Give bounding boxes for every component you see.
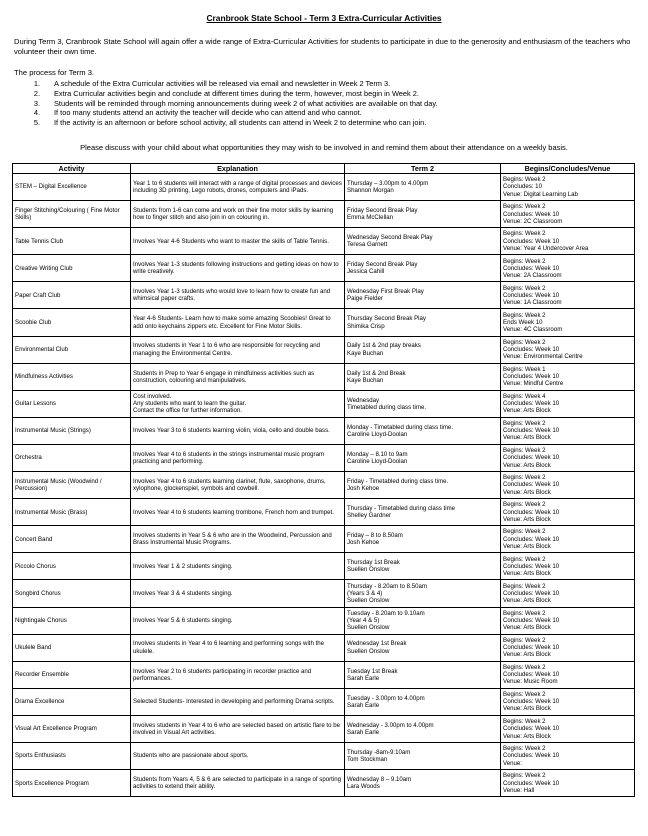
table-row <box>13 417 635 444</box>
explanation-cell: Involves Year 1 & 2 students singing. <box>131 553 345 580</box>
table-row <box>13 742 635 769</box>
step-text: Extra Curricular activities begin and conclude at different times during the term, however, most begin in Week 2. <box>54 89 419 99</box>
term-cell: Thursday – 3.00pm to 4.00pm Shannon Morgan <box>345 174 501 201</box>
venue-cell: Begins: Week 2 Concludes: Week 10 Venue: Arts Block <box>501 417 635 444</box>
term-cell: Monday – 8.10 to 9am Caroline Lloyd-Doolan <box>345 444 501 471</box>
explanation-cell: Involves students in Year 5 & 6 who are in the Woodwind, Percussion and Brass Instrumental Music Programs. <box>131 526 345 553</box>
activity-cell: Guitar Lessons <box>13 390 131 417</box>
term-cell: Wednesday - 3.00pm to 4.00pm Sarah Earle <box>345 715 501 742</box>
table-row <box>13 390 635 417</box>
process-heading: The process for Term 3. <box>14 68 95 77</box>
explanation-cell: Involves Year 4 to 6 students in the strings instrumental music program practicing and performing. <box>131 444 345 471</box>
explanation-cell: Involves Year 4 to 6 students learning trombone, French horn and trumpet. <box>131 499 345 526</box>
explanation-cell: Involves Year 5 & 6 students singing. <box>131 607 345 634</box>
explanation-cell: Students who are passionate about sports. <box>131 742 345 769</box>
term-cell: Daily 1st & 2nd Break Kaye Buchan <box>345 363 501 390</box>
activity-cell: Recorder Ensemble <box>13 661 131 688</box>
activity-cell: Songbird Chorus <box>13 580 131 607</box>
explanation-cell: Students from Years 4, 5 & 6 are selected to participate in a range of sporting activities to extend their ability. <box>131 770 345 797</box>
table-row <box>13 201 635 228</box>
activities-table-body <box>13 174 635 797</box>
term-cell: Wednesday First Break Play Paige Fielder <box>345 282 501 309</box>
process-step <box>14 98 634 108</box>
term-cell: Tuesday 1st Break Sarah Earle <box>345 661 501 688</box>
table-row <box>13 661 635 688</box>
table-row <box>13 174 635 201</box>
table-row <box>13 282 635 309</box>
table-row <box>13 526 635 553</box>
venue-cell: Begins: Week 2 Concludes: Week 10 Venue: Arts Block <box>501 607 635 634</box>
step-text: A schedule of the Extra Curricular activities will be released via email and newsletter in Week 2 Term 3. <box>54 79 391 89</box>
venue-cell: Begins: Week 2 Concludes: Week 10 Venue: <box>501 742 635 769</box>
table-row <box>13 336 635 363</box>
term-cell: Monday - Timetabled during class time. Caroline Lloyd-Doolan <box>345 417 501 444</box>
term-cell: Thursday -8am-9:10am Tom Stockman <box>345 742 501 769</box>
table-row <box>13 553 635 580</box>
explanation-cell: Involves students in Year 1 to 6 who are responsible for recycling and managing the Environmental Centre. <box>131 336 345 363</box>
activity-cell: Finger Stitching/Colouring ( Fine Motor Skills) <box>13 201 131 228</box>
step-text: Students will be reminded through morning announcements during week 2 of what activities are available on that day. <box>54 98 438 108</box>
table-row <box>13 255 635 282</box>
venue-cell: Begins: Week 2 Concludes: Week 10 Venue: Arts Block <box>501 499 635 526</box>
venue-cell: Begins: Week 2 Concludes: Week 10 Venue: Arts Block <box>501 715 635 742</box>
step-number: 1. <box>33 79 40 89</box>
table-row <box>13 228 635 255</box>
table-header-row <box>13 164 635 174</box>
process-step <box>14 89 634 99</box>
term-cell: Wednesday Timetabled during class time. <box>345 390 501 417</box>
term-cell: Friday Second Break Play Emma McClellan <box>345 201 501 228</box>
process-step <box>14 79 634 89</box>
explanation-cell: Students in Prep to Year 6 engage in mindfulness activities such as construction, colouring and manipulatives. <box>131 363 345 390</box>
step-text: If the activity is an afternoon or before school activity, all students can attend in Week 2 to determine who can join. <box>54 118 427 128</box>
term-cell: Thursday - Timetabled during class time Shelley Gardner <box>345 499 501 526</box>
activity-cell: Mindfulness Activities <box>13 363 131 390</box>
table-row <box>13 715 635 742</box>
header-venue: Begins/Concludes/Venue <box>501 164 635 174</box>
venue-cell: Begins: Week 2 Concludes: 10 Venue: Digital Learning Lab <box>501 174 635 201</box>
activity-cell: Environmental Club <box>13 336 131 363</box>
term-cell: Wednesday 1st Break Suellen Onslow <box>345 634 501 661</box>
process-steps-list <box>14 79 634 127</box>
term-cell: Thursday Second Break Play Shimika Crisp <box>345 309 501 336</box>
table-row <box>13 688 635 715</box>
term-cell: Wednesday Second Break Play Teresa Garnett <box>345 228 501 255</box>
activity-cell: Ukulele Band <box>13 634 131 661</box>
activity-cell: Drama Excellence <box>13 688 131 715</box>
activity-cell: Instrumental Music (Strings) <box>13 417 131 444</box>
explanation-cell: Cost involved. Any students who want to learn the guitar. Contact the office for further information. <box>131 390 345 417</box>
header-explanation: Explanation <box>131 164 345 174</box>
venue-cell: Begins: Week 2 Concludes: Week 10 Venue: Arts Block <box>501 580 635 607</box>
term-cell: Friday Second Break Play Jessica Cahill <box>345 255 501 282</box>
step-number: 3. <box>33 98 40 108</box>
venue-cell: Begins: Week 2 Concludes: Week 10 Venue: Hall <box>501 770 635 797</box>
table-row <box>13 499 635 526</box>
activity-cell: Instrumental Music (Brass) <box>13 499 131 526</box>
explanation-cell: Year 4-6 Students- Learn how to make some amazing Scoobies! Great to add onto keychains zippers etc. Excellent for Fine Motor Skills. <box>131 309 345 336</box>
step-number: 5. <box>33 118 40 128</box>
activity-cell: Nightingale Chorus <box>13 607 131 634</box>
venue-cell: Begins: Week 2 Concludes: Week 10 Venue: Arts Block <box>501 553 635 580</box>
header-term: Term 2 <box>345 164 501 174</box>
explanation-cell: Involves Year 4 to 6 students learning clarinet, flute, saxophone, drums, xylophone, glockenspiel, symbols and cowbell. <box>131 472 345 499</box>
table-row <box>13 580 635 607</box>
venue-cell: Begins: Week 4 Concludes: Week 10 Venue: Arts Block <box>501 390 635 417</box>
header-activity: Activity <box>13 164 131 174</box>
activity-cell: Scoobie Club <box>13 309 131 336</box>
venue-cell: Begins: Week 2 Concludes: Week 10 Venue: Arts Block <box>501 688 635 715</box>
activity-cell: Instrumental Music (Woodwind / Percussion) <box>13 472 131 499</box>
venue-cell: Begins: Week 2 Concludes: Week 10 Venue: Arts Block <box>501 526 635 553</box>
table-row <box>13 444 635 471</box>
table-row <box>13 363 635 390</box>
table-row <box>13 770 635 797</box>
activity-cell: Creative Writing Club <box>13 255 131 282</box>
activity-cell: Orchestra <box>13 444 131 471</box>
document-title: Cranbrook State School - Term 3 Extra-Curricular Activities <box>206 13 442 23</box>
explanation-cell: Year 1 to 6 students will interact with a range of digital processes and devices including 3D printing, Lego robots, drones, computers and iPads. <box>131 174 345 201</box>
table-row <box>13 634 635 661</box>
step-number: 2. <box>33 89 40 99</box>
explanation-cell: Involves Year 3 & 4 students singing. <box>131 580 345 607</box>
activity-cell: Sports Enthusiasts <box>13 742 131 769</box>
activity-cell: Table Tennis Club <box>13 228 131 255</box>
venue-cell: Begins: Week 2 Concludes: Week 10 Venue: Arts Block <box>501 472 635 499</box>
explanation-cell: Involves Year 1-3 students following instructions and getting ideas on how to write creatively. <box>131 255 345 282</box>
venue-cell: Begins: Week 2 Ends Week 10 Venue: 4C Classroom <box>501 309 635 336</box>
venue-cell: Begins: Week 2 Concludes: Week 10 Venue: 2A Classroom <box>501 255 635 282</box>
discuss-note: Please discuss with your child about what opportunities they may wish to be involved in and remind them about their attendance on a weekly basis. <box>80 143 568 152</box>
table-row <box>13 309 635 336</box>
venue-cell: Begins: Week 2 Concludes: Week 10 Venue: Year 4 Undercover Area <box>501 228 635 255</box>
venue-cell: Begins: Week 1 Concludes: Week 10 Venue: Mindful Centre <box>501 363 635 390</box>
venue-cell: Begins: Week 2 Concludes: Week 10 Venue: Environmental Centre <box>501 336 635 363</box>
explanation-cell: Involves Year 1-3 students who would love to learn how to create fun and whimsical paper crafts. <box>131 282 345 309</box>
activity-cell: Visual Art Excellence Program <box>13 715 131 742</box>
explanation-cell: Involves students in Year 4 to 6 who are selected based on artistic flare to be involved in Visual Art activities. <box>131 715 345 742</box>
explanation-cell: Involves students in Year 4 to 6 learning and performing songs with the ukulele. <box>131 634 345 661</box>
table-row <box>13 607 635 634</box>
term-cell: Friday - Timetabled during class time. Josh Kehoe <box>345 472 501 499</box>
explanation-cell: Involves Year 2 to 6 students participating in recorder practice and performances. <box>131 661 345 688</box>
venue-cell: Begins: Week 2 Concludes: Week 10 Venue: 1A Classroom <box>501 282 635 309</box>
activity-cell: Sports Excellence Program <box>13 770 131 797</box>
venue-cell: Begins: Week 2 Concludes: Week 10 Venue: 2C Classroom <box>501 201 635 228</box>
process-step <box>14 108 634 118</box>
explanation-cell: Involves Year 3 to 6 students learning violin, viola, cello and double bass. <box>131 417 345 444</box>
venue-cell: Begins: Week 2 Concludes: Week 10 Venue: Arts Block <box>501 444 635 471</box>
activities-table <box>12 163 635 797</box>
term-cell: Daily 1st & 2nd play breaks Kaye Buchan <box>345 336 501 363</box>
term-cell: Tuesday - 8.20am to 9.10am (Year 4 & 5) Suellen Onslow <box>345 607 501 634</box>
activity-cell: STEM – Digital Excellence <box>13 174 131 201</box>
term-cell: Thursday - 8.20am to 8.50am (Years 3 & 4) Suellen Onslow <box>345 580 501 607</box>
process-step <box>14 118 634 128</box>
step-text: If too many students attend an activity the teacher will decide who can attend and who cannot. <box>54 108 362 118</box>
term-cell: Thursday 1st Break Suellen Onslow <box>345 553 501 580</box>
activity-cell: Paper Craft Club <box>13 282 131 309</box>
term-cell: Friday – 8 to 8.50am Josh Kehoe <box>345 526 501 553</box>
activity-cell: Piccolo Chorus <box>13 553 131 580</box>
activity-cell: Concert Band <box>13 526 131 553</box>
table-row <box>13 472 635 499</box>
term-cell: Wednesday 8 – 9.10am Lara Woods <box>345 770 501 797</box>
explanation-cell: Selected Students- Interested in developing and performing Drama scripts. <box>131 688 345 715</box>
explanation-cell: Involves Year 4-6 Students who want to master the skills of Table Tennis. <box>131 228 345 255</box>
venue-cell: Begins: Week 2 Concludes: Week 10 Venue: Music Room <box>501 661 635 688</box>
term-cell: Tuesday - 3.00pm to 4.00pm Sarah Earle <box>345 688 501 715</box>
step-number: 4. <box>33 108 40 118</box>
venue-cell: Begins: Week 2 Concludes: Week 10 Venue: Arts Block <box>501 634 635 661</box>
intro-paragraph: During Term 3, Cranbrook State School will again offer a wide range of Extra-Curricular Activities for students to participate in due to the generosity and enthusiasm of the teachers who volunteer their own time. <box>14 37 631 56</box>
explanation-cell: Students from 1-6 can come and work on their fine motor skills by learning how to finger stitch and also join in on colouring in. <box>131 201 345 228</box>
